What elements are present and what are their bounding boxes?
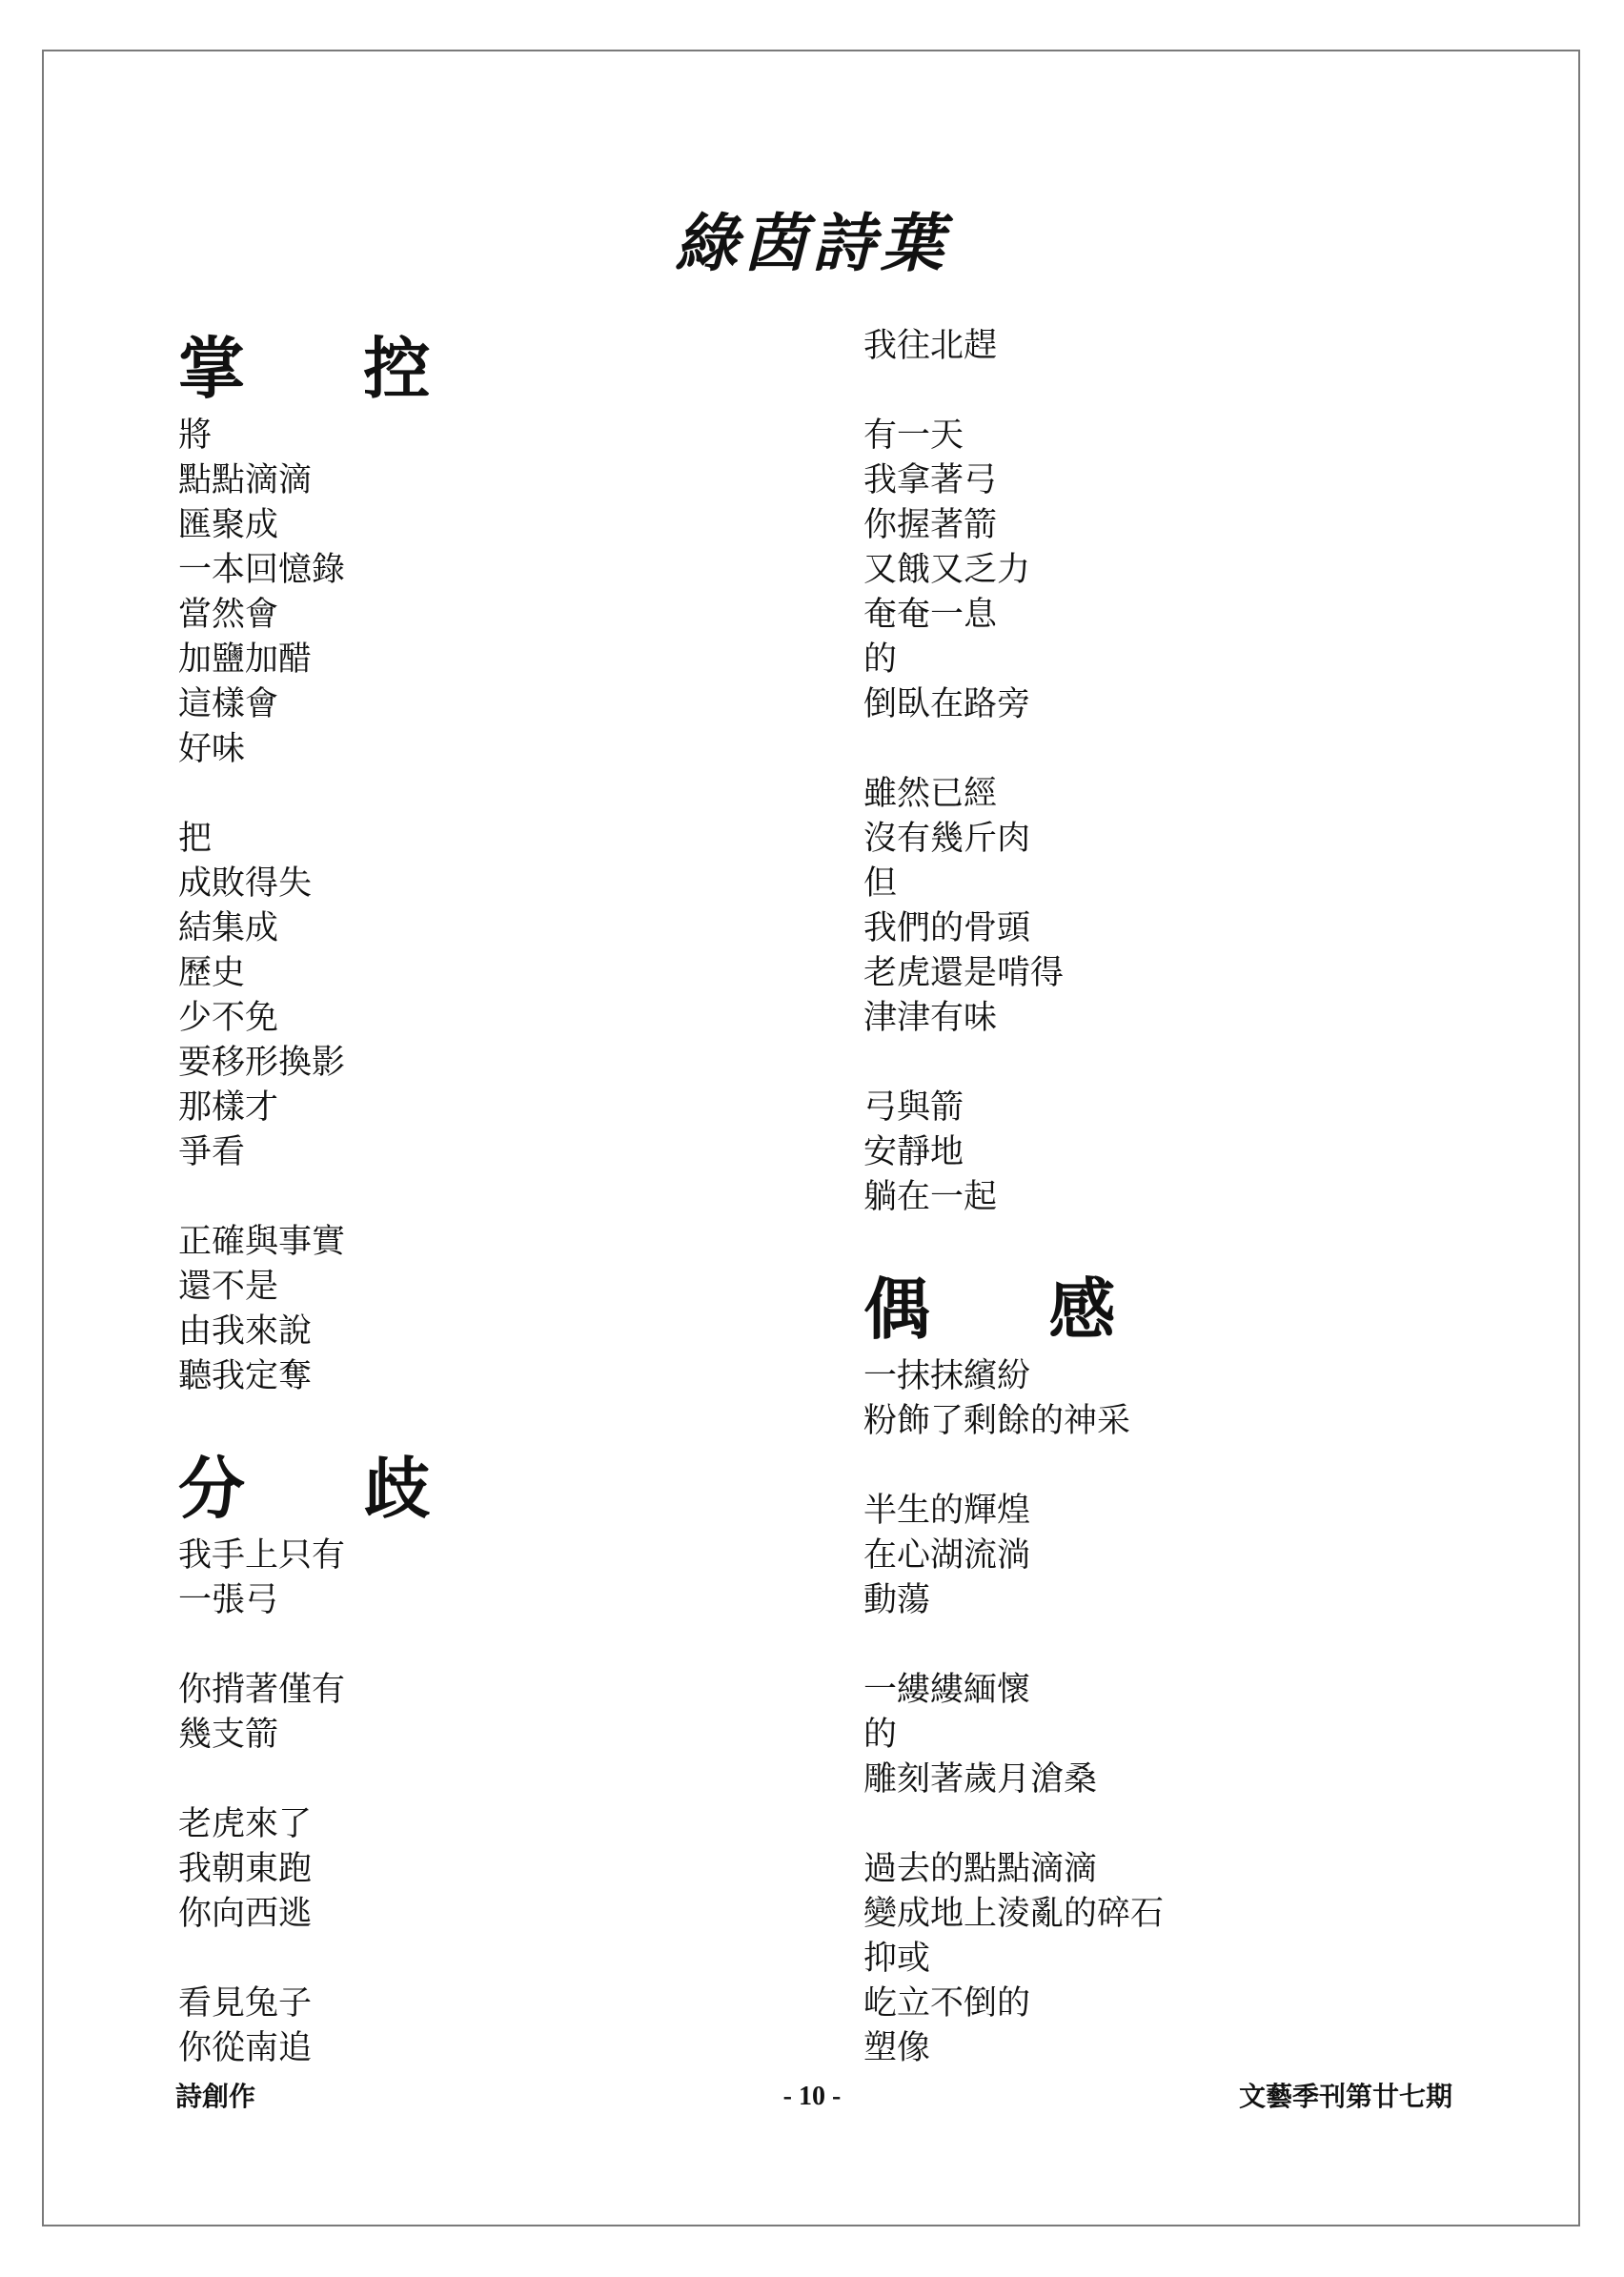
poem-line: 老虎還是啃得 — [863, 954, 1065, 992]
poem-line: 成敗得失 — [178, 864, 313, 903]
poem-line: 你握著箭 — [863, 506, 998, 544]
poem-line: 抑或 — [863, 1940, 931, 1978]
stanza — [178, 1802, 788, 1937]
stanza-gap — [178, 1175, 788, 1220]
poem-line: 要移形換影 — [178, 1044, 346, 1082]
poem-ougan — [863, 1265, 1531, 2071]
poem-line: 將 — [178, 417, 213, 455]
poem-line: 我們的骨頭 — [863, 909, 1031, 947]
poem-line: 但 — [863, 864, 898, 903]
stanza — [863, 772, 1531, 1041]
poem-line: 在心湖流淌 — [863, 1536, 1031, 1575]
stanza — [863, 1489, 1531, 1623]
poem-line: 老虎來了 — [178, 1805, 313, 1843]
poem-line: 過去的點點滴滴 — [863, 1850, 1098, 1888]
poem-line: 還不是 — [178, 1268, 279, 1306]
poem-line: 變成地上淩亂的碎石 — [863, 1895, 1165, 1933]
poem-title: 偶 感 — [863, 1270, 1164, 1349]
poem-body — [178, 414, 788, 1399]
poem-line: 奄奄一息 — [863, 596, 998, 634]
stanza — [863, 414, 1531, 727]
stanza — [863, 1847, 1531, 2071]
stanza-gap — [863, 1041, 1531, 1086]
poem-line: 安靜地 — [863, 1133, 964, 1171]
stanza — [863, 1086, 1531, 1220]
poem-line: 那樣才 — [178, 1088, 279, 1127]
poem-line: 你從南追 — [178, 2029, 313, 2067]
poem-line: 屹立不倒的 — [863, 1984, 1031, 2023]
stanza-gap — [863, 369, 1531, 414]
poem-line: 一本回憶錄 — [178, 551, 346, 589]
poem-line: 有一天 — [863, 417, 964, 455]
stanza — [178, 414, 788, 772]
poem-line: 好味 — [178, 730, 246, 768]
stanza — [863, 1354, 1531, 1444]
poem-fenqi — [178, 1444, 788, 2071]
poem-line: 結集成 — [178, 909, 279, 947]
stanza-gap — [863, 1444, 1531, 1489]
poem-line: 沒有幾斤肉 — [863, 820, 1031, 858]
poem-line: 粉飾了剩餘的神采 — [863, 1402, 1131, 1440]
poem-line: 看見兔子 — [178, 1984, 313, 2023]
poem-title: 分 歧 — [178, 1449, 478, 1528]
poem-line: 幾支箭 — [178, 1716, 279, 1754]
left-column — [178, 324, 788, 2071]
poem-line: 弓與箭 — [863, 1088, 964, 1127]
poem-body — [863, 1354, 1531, 2071]
poem-body — [863, 324, 1531, 1220]
poem-line: 塑像 — [863, 2029, 931, 2067]
poem-line: 我往北趕 — [863, 327, 998, 365]
stanza — [178, 1668, 788, 1758]
poem-separator — [863, 1220, 1531, 1265]
poem-line: 躺在一起 — [863, 1178, 998, 1216]
stanza — [178, 1534, 788, 1623]
poem-body — [178, 1534, 788, 2071]
poem-line: 歷史 — [178, 954, 246, 992]
poem-line: 少不免 — [178, 999, 279, 1037]
stanza-gap — [863, 727, 1531, 772]
stanza-gap — [178, 1623, 788, 1668]
poem-line: 的 — [863, 1716, 898, 1754]
poem-line: 一縷縷緬懷 — [863, 1671, 1031, 1709]
poem-line: 我手上只有 — [178, 1536, 346, 1575]
poem-line: 聽我定奪 — [178, 1357, 313, 1395]
poem-separator — [178, 1399, 788, 1444]
stanza — [863, 1668, 1531, 1802]
stanza-gap — [863, 1802, 1531, 1847]
stanza — [178, 1982, 788, 2071]
stanza — [863, 324, 1531, 369]
poem-title: 掌 控 — [178, 329, 478, 408]
poem-line: 的 — [863, 640, 898, 679]
poem-line: 由我來說 — [178, 1312, 313, 1351]
poem-line: 又餓又乏力 — [863, 551, 1031, 589]
poem-fenqi-continued — [863, 324, 1531, 1220]
poem-line: 把 — [178, 820, 213, 858]
poem-line: 我朝東跑 — [178, 1850, 313, 1888]
poem-line: 雖然已經 — [863, 775, 998, 813]
poem-line: 點點滴滴 — [178, 461, 313, 499]
poem-line: 一抹抹繽紛 — [863, 1357, 1031, 1395]
poem-line: 你向西逃 — [178, 1895, 313, 1933]
footer-page-number: - 10 - — [782, 2082, 842, 2111]
poem-line: 當然會 — [178, 596, 279, 634]
poem-line: 津津有味 — [863, 999, 998, 1037]
poem-line: 正確與事實 — [178, 1223, 346, 1261]
poem-line: 倒臥在路旁 — [863, 685, 1031, 723]
stanza-gap — [178, 1937, 788, 1982]
poem-line: 這樣會 — [178, 685, 279, 723]
right-column — [863, 324, 1531, 2071]
stanza-gap — [178, 772, 788, 817]
stanza-gap — [178, 1758, 788, 1802]
footer-section-label: 詩創作 — [175, 2081, 256, 2112]
poem-zhangkong — [178, 324, 788, 1399]
poem-line: 爭看 — [178, 1133, 246, 1171]
stanza — [178, 817, 788, 1175]
poem-line: 雕刻著歲月滄桑 — [863, 1760, 1098, 1799]
poem-line: 動蕩 — [863, 1581, 931, 1619]
poem-line: 加鹽加醋 — [178, 640, 313, 679]
poem-line: 一張弓 — [178, 1581, 279, 1619]
poem-line: 你揹著僅有 — [178, 1671, 346, 1709]
footer-publication: 文藝季刊第廿七期 — [1238, 2081, 1452, 2112]
poem-line: 我拿著弓 — [863, 461, 998, 499]
stanza-gap — [863, 1623, 1531, 1668]
stanza — [178, 1220, 788, 1399]
poem-line: 匯聚成 — [178, 506, 279, 544]
poem-line: 半生的輝煌 — [863, 1492, 1031, 1530]
page-title: 綠茵詩葉 — [675, 206, 949, 280]
